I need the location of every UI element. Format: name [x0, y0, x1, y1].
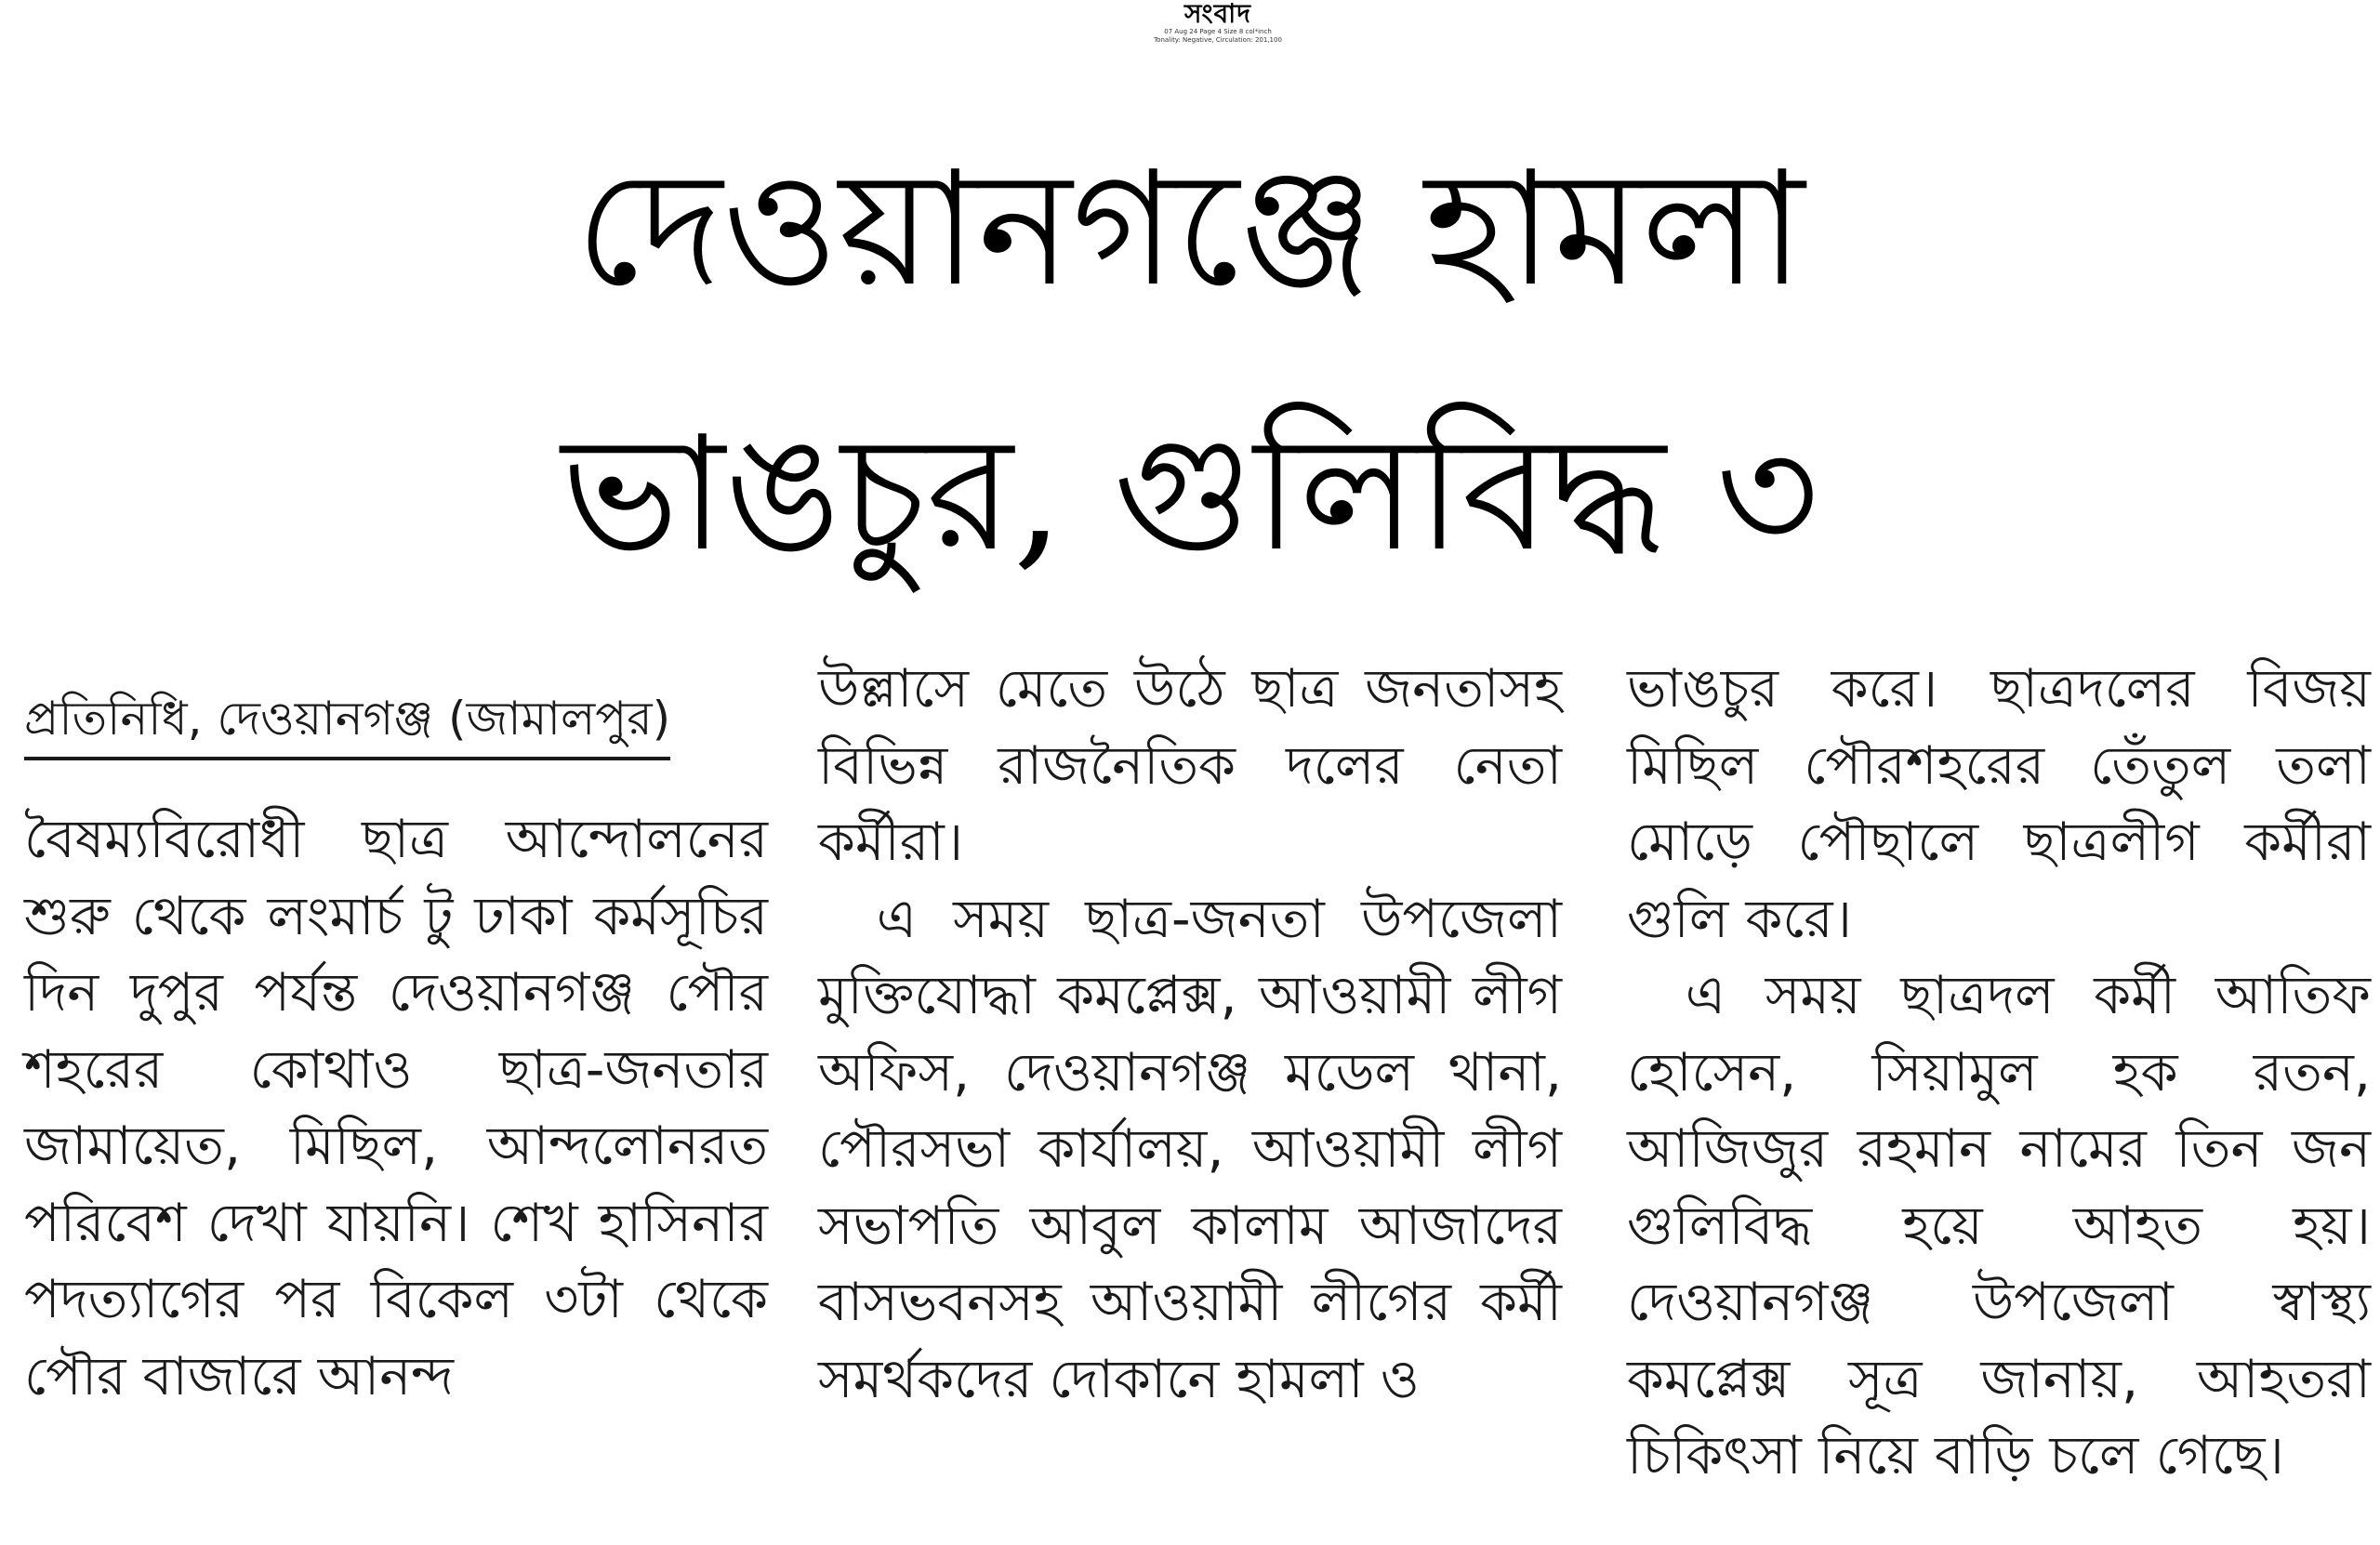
byline: প্রতিনিধি, দেওয়ানগঞ্জ (জামালপুর) [24, 686, 670, 760]
article-column-2 [818, 651, 1562, 1418]
headline-line-2: ভাঙচুর, গুলিবিদ্ধ ৩ [561, 403, 1819, 587]
article-paragraph: এ সময় ছাত্রদল কর্মী আতিফ হোসেন, সিয়ামুল হক রতন, আজিজুর রহমান নামের তিন জন গুলিবিদ্ধ হয়ে আহত হয়। দেওয়ানগঞ্জ উপজেলা স্বাস্থ্য কমপ্লেক্স সূত্র জানায়, আহতরা চিকিৎসা নিয়ে বাড়ি চলে গেছে। [1627, 965, 2371, 1486]
clipping-meta-line: 07 Aug 24 Page 4 Size 8 col*inch [1164, 28, 1272, 35]
headline-line-1: দেওয়ানগঞ্জে হামলা [575, 138, 1805, 322]
clipping-meta-line: Tonality: Negative, Circulation: 201,100 [1154, 36, 1282, 44]
headline [353, 98, 2027, 627]
article-paragraph: উল্লাসে মেতে উঠে ছাত্র জনতাসহ বিভিন্ন রাজনৈতিক দলের নেতা কর্মীরা। [818, 658, 1562, 873]
article-paragraph: ভাঙচুর করে। ছাত্রদলের বিজয় মিছিল পৌরশহরের তেঁতুল তলা মোড়ে পৌছালে ছাত্রলীগ কর্মীরা গুলি করে। [1627, 658, 2371, 950]
article-column-3 [1627, 651, 2371, 1495]
article-paragraph: বৈষম্যবিরোধী ছাত্র আন্দোলনের শুরু থেকে লংমার্চ টু ঢাকা কর্মসূচির দিন দুপুর পর্যন্ত দেওয়ানগঞ্জ পৌর শহরের কোথাও ছাত্র-জনতার জামায়েত, মিছিল, আন্দলোনরত পরিবেশ দেখা যায়নি। শেখ হাসিনার পদত্যাগের পর বিকেল ৩টা থেকে পৌর বাজারে আনন্দ [24, 809, 768, 1407]
article-column-1 [24, 651, 768, 1415]
article-paragraph: এ সময় ছাত্র-জনতা উপজেলা মুক্তিযোদ্ধা কমপ্লেক্স, আওয়ামী লীগ অফিস, দেওয়ানগঞ্জ মডেল থানা, পৌরসভা কার্যালয়, আওয়ামী লীগ সভাপতি আবুল কালাম আজাদের বাসভবনসহ আওয়ামী লীগের কর্মী সমর্থকদের দোকানে হামলা ও [818, 888, 1562, 1410]
newspaper-logo: সংবাদ [1184, 0, 1251, 29]
masthead [1116, 0, 1320, 45]
